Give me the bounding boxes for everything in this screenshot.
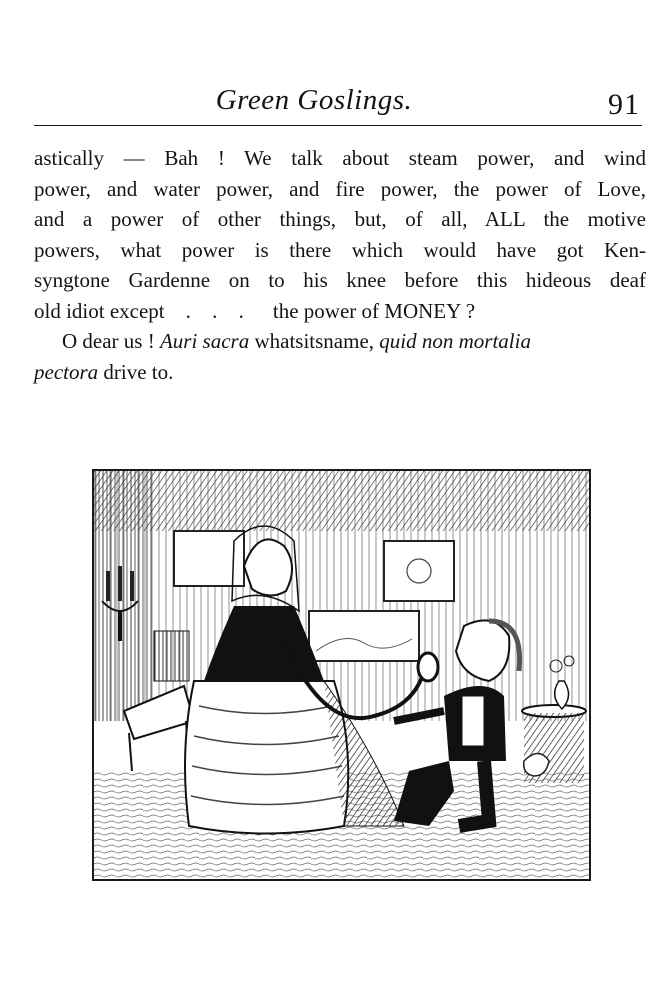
left-curtain xyxy=(94,471,154,721)
text-line-1: astically — Bah ! We talk about steam power, and wind xyxy=(34,146,646,170)
text-line-5: syngtone Gardenne on to his knee before this hideous deaf xyxy=(34,268,646,292)
text-line-6 xyxy=(34,296,646,327)
wall-picture-center xyxy=(384,541,454,601)
latin-phrase-3: pectora xyxy=(34,359,99,384)
text-line-7-middle: whatsitsname, xyxy=(249,329,380,353)
text-line-2: power, and water power, and fire power, the power of Love, xyxy=(34,176,646,201)
latin-phrase-2: quid non mortalia xyxy=(379,329,531,353)
latin-phrase-1: Auri sacra xyxy=(159,329,250,353)
ellipsis-dots: . . . xyxy=(185,298,252,323)
text-line-7-start: O dear us ! xyxy=(62,329,160,353)
text-line-8 xyxy=(34,357,646,388)
body-text xyxy=(34,143,646,387)
engraving-illustration xyxy=(92,469,591,881)
page-number: 91 xyxy=(608,88,640,121)
text-line-7 xyxy=(34,326,646,357)
text-line-4: powers, what power is there which would have got Ken- xyxy=(34,237,646,262)
ear-trumpet-mouthpiece xyxy=(418,653,438,681)
running-title: Green Goslings. xyxy=(215,84,413,116)
text-line-3: and a power of other things, but, of all, ALL the motive xyxy=(34,207,646,231)
wall-shadow xyxy=(94,471,589,531)
engraving-drawing xyxy=(94,471,589,879)
man-shirtfront xyxy=(462,696,484,746)
text-line-6-start: old idiot except xyxy=(34,298,165,323)
header-rule xyxy=(34,125,642,126)
text-line-8-end: drive to. xyxy=(98,359,174,384)
wall-picture-landscape xyxy=(309,611,419,661)
text-line-6-end: the power of MONEY ? xyxy=(272,298,476,323)
running-head xyxy=(34,82,644,122)
